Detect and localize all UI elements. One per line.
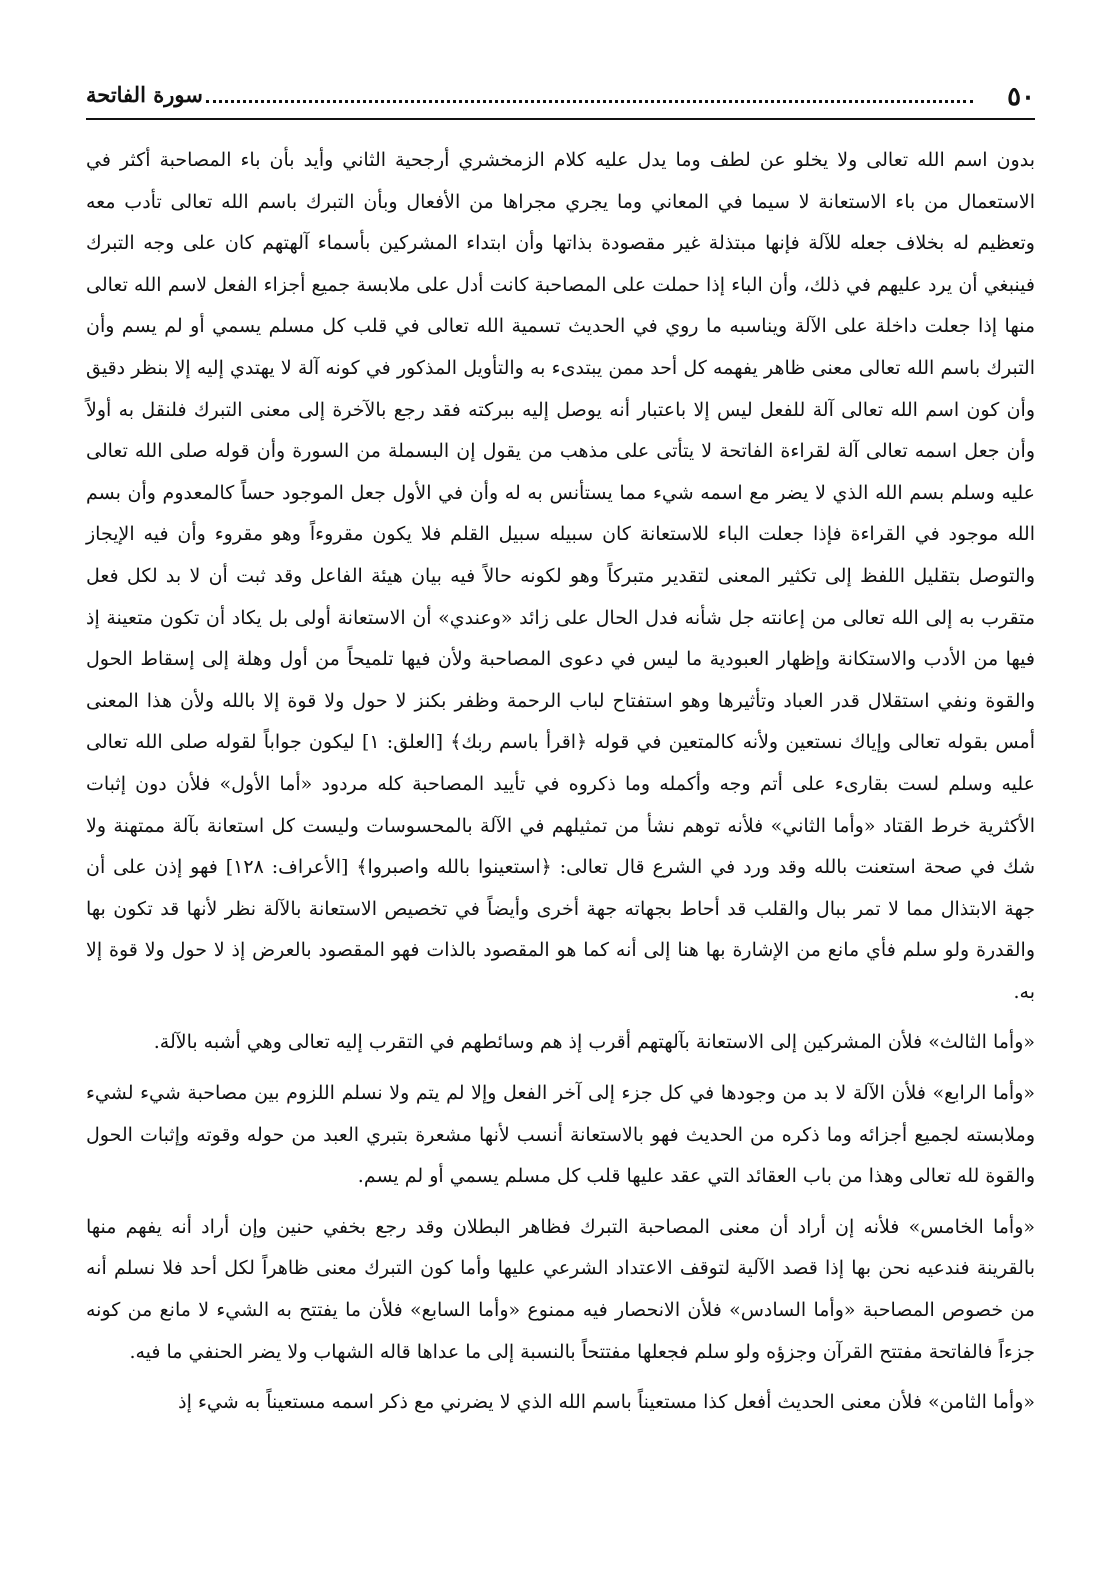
body-text: [86, 140, 1035, 1424]
paragraph: «وأما الخامس» فلأنه إن أراد أن معنى المصاحبة التبرك فظاهر البطلان وقد رجع بخفي حنين وإن أراد أنه يفهم منها بالقرينة فندعيه نحن بها إذا قصد الآلية لتوقف الاعتداد الشرعي عليها وأما كون التبرك معنى ظاهراً لكل أحد فلا نسلم أنه من خصوص المصاحبة «وأما السادس» فلأن الانحصار فيه ممنوع «وأما السابع» فلأن ما يفتتح به الشيء لا مانع من كونه جزءاً فالفاتحة مفتتح القرآن وجزؤه ولو سلم فجعلها مفتتحاً بالنسبة إلى ما عداها قاله الشهاب ولا يضر الحنفي ما فيه.: [86, 1215, 1035, 1363]
dotted-leader: [206, 100, 973, 103]
paragraph: «وأما الرابع» فلأن الآلة لا بد من وجودها في كل جزء إلى آخر الفعل وإلا لم يتم ولا نسلم اللزوم بين مصاحبة شيء لشيء وملابسته لجميع أجزائه وما ذكره من الحديث فهو بالاستعانة أنسب لأنها مشعرة بتبري العبد من حوله وقوته وإثبات الحول والقوة لله تعالى وهذا من باب العقائد التي عقد عليها قلب كل مسلم يسمي أو لم يسم.: [86, 1082, 1035, 1188]
paragraph: بدون اسم الله تعالى ولا يخلو عن لطف وما يدل عليه كلام الزمخشري أرجحية الثاني وأيد بأن باء المصاحبة أكثر في الاستعمال من باء الاستعانة لا سيما في المعاني وما يجري مجراها من الأفعال وبأن التبرك باسم الله تعالى تأدب معه وتعظيم له بخلاف جعله للآلة فإنها مبتذلة غير مقصودة بذاتها وأن ابتداء المشركين بأسماء آلهتهم كان على وجه التبرك فينبغي أن يرد عليهم في ذلك، وأن الباء إذا حملت على المصاحبة كانت أدل على ملابسة جميع أجزاء الفعل لاسم الله تعالى منها إذا جعلت داخلة على الآلة ويناسبه ما روي في الحديث تسمية الله تعالى في قلب كل مسلم يسمي أو لم يسم وأن التبرك باسم الله تعالى معنى ظاهر يفهمه كل أحد ممن يبتدىء به والتأويل المذكور في كونه آلة لا يهتدي إليه إلا بنظر دقيق وأن كون اسم الله تعالى آلة للفعل ليس إلا باعتبار أنه يوصل إليه ببركته فقد رجع بالآخرة إلى معنى التبرك فلنقل به أولاً وأن جعل اسمه تعالى آلة لقراءة الفاتحة لا يتأتى على مذهب من يقول إن البسملة من السورة وأن قوله صلى الله تعالى عليه وسلم بسم الله الذي لا يضر مع اسمه شيء مما يستأنس به له وأن في الأول جعل الموجود حساً كالمعدوم وأن بسم الله موجود في القراءة فإذا جعلت الباء للاستعانة كان سبيله سبيل القلم فلا يكون مقروءاً وهو مقروء وأن فيه الإيجاز والتوصل بتقليل اللفظ إلى تكثير المعنى لتقدير متبركاً وهو لكونه حالاً فيه بيان هيئة الفاعل وقد ثبت أن لا بد لكل فعل متقرب به إلى الله تعالى من إعانته جل شأنه فدل الحال على زائد «وعندي» أن الاستعانة أولى بل يكاد أن تكون متعينة إذ فيها من الأدب والاستكانة وإظهار العبودية ما ليس في دعوى المصاحبة ولأن فيها تلميحاً من أول وهلة إلى إسقاط الحول والقوة ونفي استقلال قدر العباد وتأثيرها وهو استفتاح لباب الرحمة وظفر بكنز لا حول ولا قوة إلا بالله ولأن هذا المعنى أمس بقوله تعالى وإياك نستعين ولأنه كالمتعين في قوله ﴿اقرأ باسم ربك﴾ [العلق: ١] ليكون جواباً لقوله صلى الله تعالى عليه وسلم لست بقارىء على أتم وجه وأكمله وما ذكروه في تأييد المصاحبة كله مردود «أما الأول» فلأن دون إثبات الأكثرية خرط القتاد «وأما الثاني» فلأنه توهم نشأ من تمثيلهم في الآلة بالمحسوسات وليست كل استعانة بآلة ممتهنة ولا شك في صحة استعنت بالله وقد ورد في الشرع قال تعالى: ﴿استعينوا بالله واصبروا﴾ [الأعراف: ١٢٨] فهو إذن على أن جهة الابتذال مما لا تمر ببال والقلب قد أحاط بجهاته جهة أخرى وأيضاً في تخصيص الاستعانة بالآلة نظر لأنها قد تكون بها والقدرة ولو سلم فأي مانع من الإشارة بها هنا إلى أنه كما هو المقصود بالذات فهو المقصود بالعرض إذ لا حول ولا قوة إلا به.: [86, 149, 1035, 1003]
paragraph: «وأما الثالث» فلأن المشركين إلى الاستعانة بآلهتهم أقرب إذ هم وسائطهم في التقرب إليه تعالى وهي أشبه بالآلة.: [153, 1031, 1035, 1054]
paragraph: «وأما الثامن» فلأن معنى الحديث أفعل كذا مستعيناً باسم الله الذي لا يضرني مع ذكر اسمه مستعيناً به شيء إذ: [178, 1391, 1035, 1414]
page-header: [86, 78, 1035, 120]
page-number: ٥٠: [1007, 82, 1035, 112]
running-title: سورة الفاتحة: [86, 82, 203, 107]
